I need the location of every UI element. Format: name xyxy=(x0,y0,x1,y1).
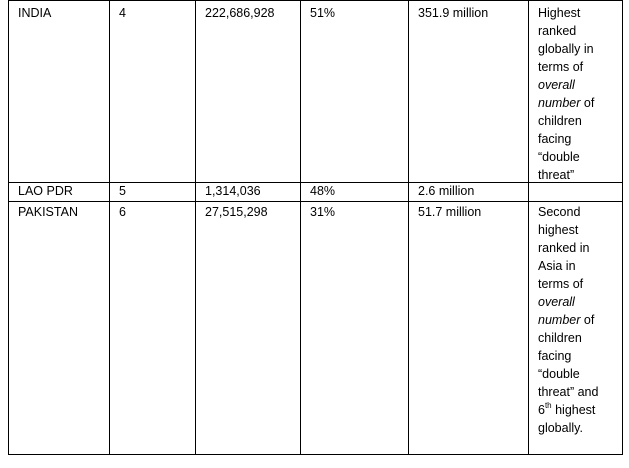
note-line xyxy=(538,275,613,293)
country-cell: PAKISTAN xyxy=(18,205,78,219)
note-text: facing xyxy=(538,349,572,363)
note-line xyxy=(538,148,613,166)
note-emphasis: number xyxy=(538,313,581,327)
note-line xyxy=(538,76,613,94)
column-divider-1 xyxy=(109,0,110,455)
note-line xyxy=(538,419,613,437)
note-text: Highest xyxy=(538,6,581,20)
note-text: Asia in xyxy=(538,259,576,273)
table-border-left xyxy=(8,0,9,455)
note-line xyxy=(538,311,613,329)
note-line xyxy=(538,401,613,419)
note-line xyxy=(538,329,613,347)
note-text: 6 xyxy=(538,403,545,417)
rank-cell: 6 xyxy=(119,205,126,219)
children-cell: 351.9 million xyxy=(418,6,489,20)
note-text: ranked xyxy=(538,24,577,38)
population-cell: 1,314,036 xyxy=(205,184,261,198)
note-line xyxy=(538,40,613,58)
note-line xyxy=(538,221,613,239)
note-line xyxy=(538,347,613,365)
note-line xyxy=(538,58,613,76)
note-text: children xyxy=(538,114,582,128)
note-line xyxy=(538,112,613,130)
children-cell: 51.7 million xyxy=(418,205,482,219)
table-border-bottom xyxy=(8,454,623,455)
population-cell: 27,515,298 xyxy=(205,205,268,219)
population-cell: 222,686,928 xyxy=(205,6,275,20)
country-cell: INDIA xyxy=(18,6,52,20)
note-line xyxy=(538,166,613,184)
note-text: globally in xyxy=(538,42,594,56)
note-line xyxy=(538,257,613,275)
note-line xyxy=(538,22,613,40)
note-text: threat” xyxy=(538,168,575,182)
note-text: terms of xyxy=(538,277,584,291)
country-cell: LAO PDR xyxy=(18,184,73,198)
note-cell xyxy=(529,203,613,437)
note-text: threat” and xyxy=(538,385,599,399)
percent-cell: 51% xyxy=(310,6,336,20)
note-text: “double xyxy=(538,150,580,164)
percent-cell: 48% xyxy=(310,184,336,198)
rank-cell: 4 xyxy=(119,6,126,20)
percent-cell: 31% xyxy=(310,205,336,219)
note-text: terms of xyxy=(538,60,584,74)
note-text: children xyxy=(538,331,582,345)
row-divider-2 xyxy=(8,201,623,202)
note-text: facing xyxy=(538,132,572,146)
children-cell: 2.6 million xyxy=(418,184,475,198)
note-text: globally. xyxy=(538,421,583,435)
note-line xyxy=(538,203,613,221)
note-line xyxy=(538,94,613,112)
note-text: highest xyxy=(551,403,596,417)
note-text: highest xyxy=(538,223,579,237)
note-line xyxy=(538,365,613,383)
note-text: Second xyxy=(538,205,581,219)
column-divider-2 xyxy=(195,0,196,455)
note-line xyxy=(538,239,613,257)
column-divider-4 xyxy=(408,0,409,455)
table-border-right xyxy=(622,0,623,455)
note-emphasis: overall xyxy=(538,78,575,92)
note-emphasis: number xyxy=(538,96,581,110)
note-text: “double xyxy=(538,367,580,381)
note-superscript: th xyxy=(544,400,552,410)
note-text: ranked in xyxy=(538,241,590,255)
note-text: of xyxy=(580,313,595,327)
note-line xyxy=(538,130,613,148)
note-line xyxy=(538,4,613,22)
rank-cell: 5 xyxy=(119,184,126,198)
column-divider-3 xyxy=(300,0,301,455)
table-border-top xyxy=(8,0,623,1)
note-text: of xyxy=(580,96,595,110)
note-cell xyxy=(529,4,613,184)
note-line xyxy=(538,383,613,401)
note-emphasis: overall xyxy=(538,295,575,309)
note-line xyxy=(538,293,613,311)
